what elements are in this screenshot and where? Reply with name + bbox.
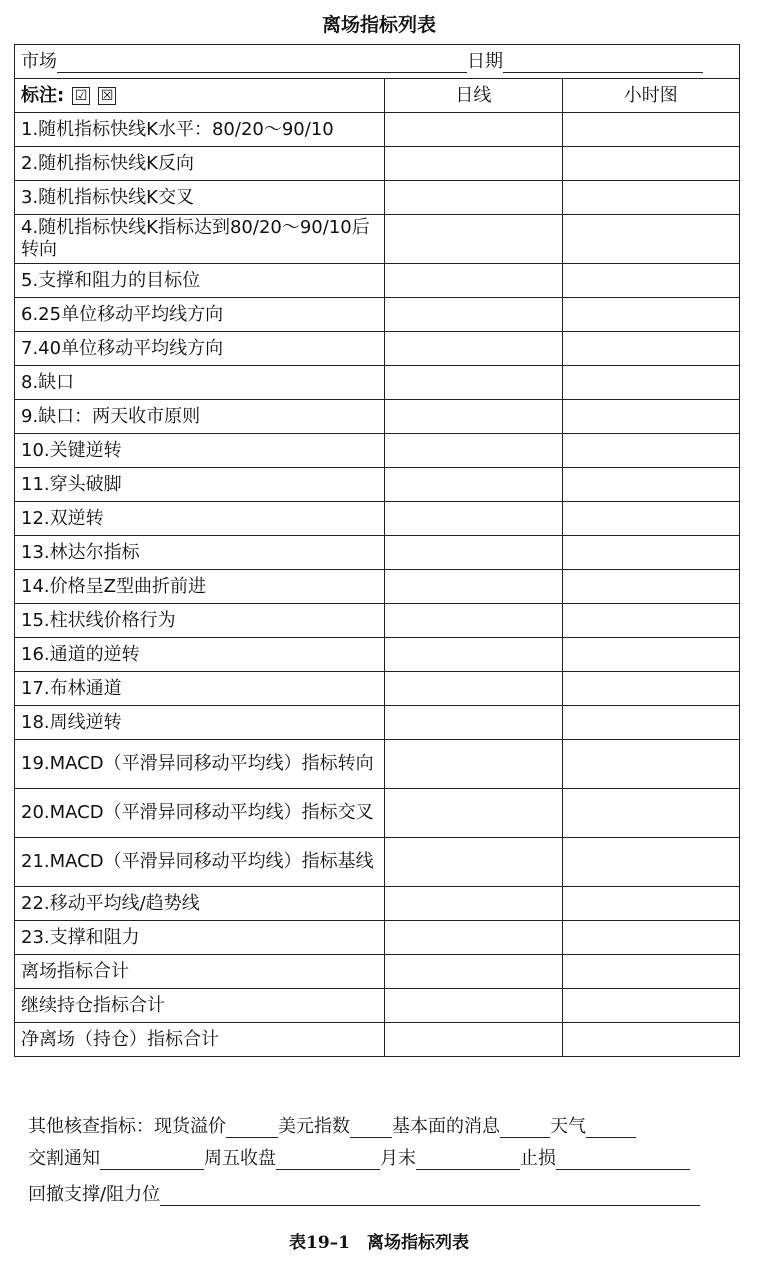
market-field[interactable] — [57, 52, 467, 73]
daily-cell[interactable] — [385, 789, 562, 838]
indicator-row — [15, 570, 740, 604]
daily-cell[interactable] — [385, 570, 562, 604]
indicator-row — [15, 604, 740, 638]
hourly-cell[interactable] — [562, 536, 739, 570]
hourly-cell[interactable] — [562, 570, 739, 604]
indicator-label: 19.MACD（平滑异同移动平均线）指标转向 — [15, 740, 385, 789]
indicator-row — [15, 332, 740, 366]
indicator-label: 13.林达尔指标 — [15, 536, 385, 570]
page-title: 离场指标列表 — [321, 14, 436, 36]
indicator-label: 11.穿头破脚 — [15, 468, 385, 502]
hourly-cell[interactable] — [562, 366, 739, 400]
daily-cell[interactable] — [385, 887, 562, 921]
hourly-cell[interactable] — [562, 706, 739, 740]
indicator-label: 6.25单位移动平均线方向 — [15, 298, 385, 332]
indicator-label: 4.随机指标快线K指标达到80/20～90/10后转向 — [15, 215, 385, 264]
daily-cell[interactable] — [385, 332, 562, 366]
daily-cell[interactable] — [385, 672, 562, 706]
indicator-row — [15, 298, 740, 332]
daily-cell[interactable] — [385, 838, 562, 887]
indicator-label: 净离场（持仓）指标合计 — [15, 1023, 385, 1057]
hourly-cell[interactable] — [562, 400, 739, 434]
indicator-label: 12.双逆转 — [15, 502, 385, 536]
indicator-label: 继续持仓指标合计 — [15, 989, 385, 1023]
delivery-notice-field[interactable] — [100, 1149, 204, 1170]
daily-cell[interactable] — [385, 147, 562, 181]
fundamental-news-field[interactable] — [500, 1117, 550, 1138]
other-checks-label: 其他核查指标： — [28, 1116, 154, 1137]
hourly-cell[interactable] — [562, 215, 739, 264]
indicator-row — [15, 955, 740, 989]
stop-loss-field[interactable] — [556, 1149, 690, 1170]
daily-cell[interactable] — [385, 113, 562, 147]
dollar-index-label: 美元指数 — [278, 1116, 350, 1137]
indicator-label: 22.移动平均线/趋势线 — [15, 887, 385, 921]
hourly-cell[interactable] — [562, 955, 739, 989]
indicator-row — [15, 181, 740, 215]
indicator-label: 7.40单位移动平均线方向 — [15, 332, 385, 366]
indicator-row — [15, 838, 740, 887]
indicator-row — [15, 400, 740, 434]
daily-cell[interactable] — [385, 434, 562, 468]
hourly-cell[interactable] — [562, 921, 739, 955]
pullback-level-field[interactable] — [160, 1185, 700, 1206]
hourly-cell[interactable] — [562, 838, 739, 887]
daily-cell[interactable] — [385, 264, 562, 298]
indicator-label: 10.关键逆转 — [15, 434, 385, 468]
daily-column-header: 日线 — [385, 79, 562, 113]
hourly-cell[interactable] — [562, 789, 739, 838]
indicator-label: 1.随机指标快线K水平：80/20～90/10 — [15, 113, 385, 147]
daily-cell[interactable] — [385, 181, 562, 215]
indicator-label: 5.支撑和阻力的目标位 — [15, 264, 385, 298]
friday-close-label: 周五收盘 — [204, 1148, 276, 1169]
market-date-row — [15, 45, 740, 79]
column-header-row — [15, 79, 740, 113]
indicator-label: 3.随机指标快线K交叉 — [15, 181, 385, 215]
month-end-label: 月末 — [380, 1148, 416, 1169]
cross-mark-icon: ☒ — [98, 87, 116, 105]
indicator-row — [15, 740, 740, 789]
daily-cell[interactable] — [385, 468, 562, 502]
indicator-row — [15, 366, 740, 400]
daily-cell[interactable] — [385, 740, 562, 789]
indicator-row — [15, 1023, 740, 1057]
marks-label: 标注: — [21, 84, 65, 106]
daily-cell[interactable] — [385, 536, 562, 570]
indicator-label: 21.MACD（平滑异同移动平均线）指标基线 — [15, 838, 385, 887]
indicator-label: 14.价格呈Z型曲折前进 — [15, 570, 385, 604]
hourly-cell[interactable] — [562, 332, 739, 366]
daily-cell[interactable] — [385, 604, 562, 638]
indicator-row — [15, 264, 740, 298]
indicator-row — [15, 989, 740, 1023]
indicator-label: 18.周线逆转 — [15, 706, 385, 740]
weather-field[interactable] — [586, 1117, 636, 1138]
daily-cell[interactable] — [385, 298, 562, 332]
hourly-cell[interactable] — [562, 887, 739, 921]
daily-cell[interactable] — [385, 400, 562, 434]
indicator-row — [15, 706, 740, 740]
daily-cell[interactable] — [385, 921, 562, 955]
hourly-cell[interactable] — [562, 1023, 739, 1057]
indicator-row — [15, 434, 740, 468]
daily-cell[interactable] — [385, 1023, 562, 1057]
indicator-row — [15, 887, 740, 921]
date-label: 日期 — [467, 50, 503, 72]
indicator-label: 17.布林通道 — [15, 672, 385, 706]
indicator-label: 2.随机指标快线K反向 — [15, 147, 385, 181]
friday-close-field[interactable] — [276, 1149, 380, 1170]
market-label: 市场 — [21, 50, 57, 72]
indicator-label: 9.缺口：两天收市原则 — [15, 400, 385, 434]
month-end-field[interactable] — [416, 1149, 520, 1170]
hourly-cell[interactable] — [562, 113, 739, 147]
spot-premium-field[interactable] — [226, 1117, 278, 1138]
daily-cell[interactable] — [385, 638, 562, 672]
indicator-label: 20.MACD（平滑异同移动平均线）指标交叉 — [15, 789, 385, 838]
hourly-cell[interactable] — [562, 181, 739, 215]
indicator-row — [15, 536, 740, 570]
pullback-level-label: 回撤支撑/阻力位 — [28, 1184, 161, 1205]
hourly-cell[interactable] — [562, 147, 739, 181]
other-checks-line-2 — [28, 1144, 690, 1170]
indicator-label: 15.柱状线价格行为 — [15, 604, 385, 638]
hourly-cell[interactable] — [562, 298, 739, 332]
hourly-column-header: 小时图 — [562, 79, 739, 113]
daily-cell[interactable] — [385, 989, 562, 1023]
daily-cell[interactable] — [385, 706, 562, 740]
table-caption: 表19–1 离场指标列表 — [289, 1233, 469, 1253]
exit-indicator-table — [14, 44, 740, 1057]
indicator-row — [15, 468, 740, 502]
other-checks-line-3 — [28, 1180, 700, 1206]
indicator-label: 23.支撑和阻力 — [15, 921, 385, 955]
hourly-cell[interactable] — [562, 989, 739, 1023]
daily-cell[interactable] — [385, 215, 562, 264]
hourly-cell[interactable] — [562, 604, 739, 638]
indicator-label: 16.通道的逆转 — [15, 638, 385, 672]
daily-cell[interactable] — [385, 955, 562, 989]
indicator-row — [15, 502, 740, 536]
hourly-cell[interactable] — [562, 740, 739, 789]
hourly-cell[interactable] — [562, 672, 739, 706]
hourly-cell[interactable] — [562, 638, 739, 672]
delivery-notice-label: 交割通知 — [28, 1148, 100, 1169]
indicator-row — [15, 638, 740, 672]
indicator-row — [15, 789, 740, 838]
indicator-row — [15, 147, 740, 181]
daily-cell[interactable] — [385, 366, 562, 400]
hourly-cell[interactable] — [562, 434, 739, 468]
date-field[interactable] — [503, 52, 703, 73]
hourly-cell[interactable] — [562, 468, 739, 502]
daily-cell[interactable] — [385, 502, 562, 536]
hourly-cell[interactable] — [562, 502, 739, 536]
spot-premium-label: 现货溢价 — [154, 1116, 226, 1137]
indicator-row — [15, 672, 740, 706]
indicator-row — [15, 215, 740, 264]
stop-loss-label: 止损 — [520, 1148, 556, 1169]
hourly-cell[interactable] — [562, 264, 739, 298]
check-mark-icon: ☑ — [72, 87, 90, 105]
dollar-index-field[interactable] — [350, 1117, 392, 1138]
other-checks-line-1 — [28, 1112, 636, 1138]
indicator-row — [15, 113, 740, 147]
indicator-label: 离场指标合计 — [15, 955, 385, 989]
fundamental-news-label: 基本面的消息 — [392, 1116, 500, 1137]
indicator-row — [15, 921, 740, 955]
weather-label: 天气 — [550, 1116, 586, 1137]
indicator-label: 8.缺口 — [15, 366, 385, 400]
